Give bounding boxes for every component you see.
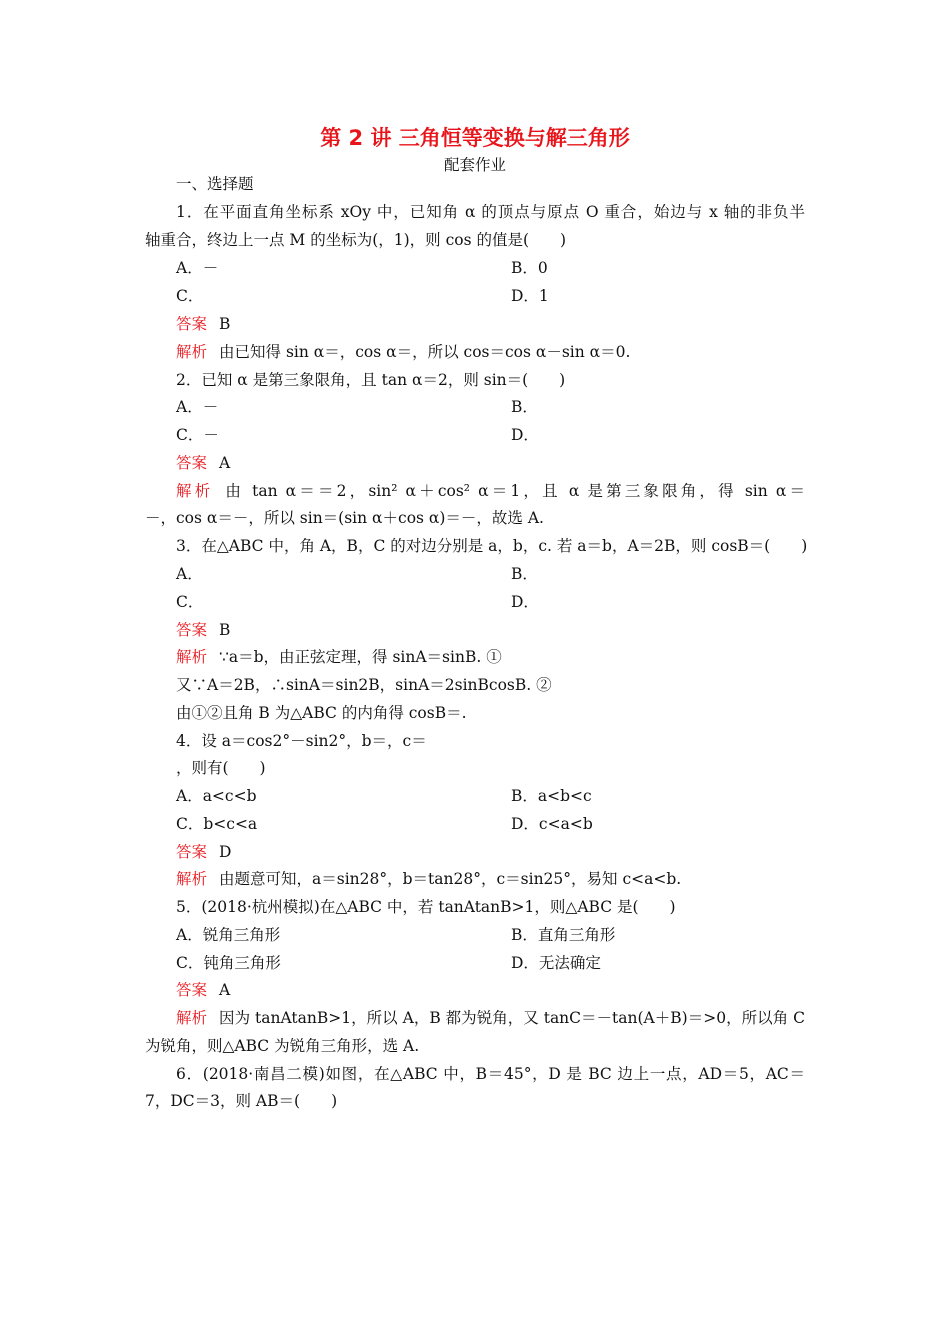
q4-answer: D: [219, 843, 232, 861]
q3-option-a: A．: [176, 565, 203, 583]
page-subtitle: 配套作业: [443, 156, 506, 174]
analysis-label: 解析: [176, 482, 214, 500]
q2-option-c: C．－: [176, 426, 219, 444]
q1-analysis-row: [176, 342, 630, 362]
q5-stem: 5．(2018·杭州模拟)在△ABC 中，若 tanAtanB>1，则△ABC 是( ): [176, 898, 676, 916]
q3-option-b: B．: [511, 565, 538, 583]
q1-option-b: B．0: [511, 259, 548, 277]
q3-option-d: D．: [511, 593, 539, 611]
q5-answer-row: [176, 980, 230, 1000]
q1-option-c: C．: [176, 287, 204, 305]
q4-analysis-row: [176, 869, 681, 889]
q5-analysis-line1: 因为 tanAtanB>1，所以 A，B 都为锐角，又 tanC＝－tan(A＋B)＝>0，所以角 C: [219, 1009, 805, 1027]
q6-stem-line2: 7，DC＝3，则 AB＝( ): [145, 1092, 338, 1110]
q1-option-a: A．－: [176, 259, 219, 277]
q2-answer-row: [176, 453, 230, 473]
q3-option-c: C．: [176, 593, 204, 611]
q4-stem-line2: ，则有( ): [176, 759, 266, 777]
q4-option-a: A．a<c<b: [176, 787, 257, 805]
q4-option-d: D．c<a<b: [511, 815, 593, 833]
q5-analysis-row: [176, 1008, 805, 1028]
answer-label: 答案: [176, 981, 208, 999]
q3-answer: B: [219, 621, 231, 639]
analysis-label: 解析: [176, 343, 208, 361]
q1-answer: B: [219, 315, 231, 333]
analysis-label: 解析: [176, 648, 208, 666]
q2-analysis-line1: 由 tan α＝＝2，sin² α＋cos² α＝1，且 α 是第三象限角，得 sin α＝: [225, 482, 805, 500]
q2-answer: A: [219, 454, 231, 472]
page-title: 第 2 讲 三角恒等变换与解三角形: [320, 126, 630, 150]
q4-stem-line1: 4．设 a＝cos2°－sin2°，b＝，c＝: [176, 732, 427, 750]
q5-option-a: A．锐角三角形: [176, 926, 281, 944]
q5-option-d: D．无法确定: [511, 954, 601, 972]
analysis-label: 解析: [176, 1009, 208, 1027]
q2-analysis-row: [176, 481, 805, 501]
answer-label: 答案: [176, 315, 208, 333]
answer-label: 答案: [176, 621, 208, 639]
answer-label: 答案: [176, 454, 208, 472]
q4-option-c: C．b<c<a: [176, 815, 258, 833]
analysis-label: 解析: [176, 870, 208, 888]
q1-stem-line2: 轴重合，终边上一点 M 的坐标为(，1)，则 cos 的值是( ): [145, 231, 567, 249]
q3-analysis-row: [176, 647, 502, 667]
q2-option-d: D．: [511, 426, 539, 444]
q3-answer-row: [176, 620, 230, 640]
q2-option-b: B．: [511, 398, 538, 416]
q5-answer: A: [219, 981, 231, 999]
q1-answer-row: [176, 314, 230, 334]
q1-stem-line1: 1．在平面直角坐标系 xOy 中，已知角 α 的顶点与原点 O 重合，始边与 x 轴的非负半: [176, 203, 805, 221]
q5-analysis-line2: 为锐角，则△ABC 为锐角三角形，选 A.: [145, 1037, 420, 1055]
section-heading: 一、选择题: [176, 175, 254, 193]
q2-stem: 2．已知 α 是第三象限角，且 tan α＝2，则 sin＝( ): [176, 371, 566, 389]
q3-analysis-line1: ∵a＝b，由正弦定理，得 sinA＝sinB. ①: [219, 648, 502, 666]
q1-option-d: D．1: [511, 287, 549, 305]
q5-option-c: C．钝角三角形: [176, 954, 281, 972]
q4-answer-row: [176, 842, 231, 862]
q5-option-b: B．直角三角形: [511, 926, 616, 944]
q4-option-b: B．a<b<c: [511, 787, 592, 805]
answer-label: 答案: [176, 843, 208, 861]
q4-analysis: 由题意可知，a＝sin28°，b＝tan28°，c＝sin25°，易知 c<a<b.: [219, 870, 682, 888]
q3-analysis-line2: 又∵A＝2B，∴sinA＝sin2B，sinA＝2sinBcosB. ②: [176, 676, 552, 694]
q2-option-a: A．－: [176, 398, 219, 416]
q3-analysis-line3: 由①②且角 B 为△ABC 的内角得 cosB＝.: [176, 704, 467, 722]
q2-analysis-line2: －，cos α＝－，所以 sin＝(sin α＋cos α)＝－，故选 A.: [145, 509, 544, 527]
q6-stem-line1: 6．(2018·南昌二模)如图，在△ABC 中，B＝45°，D 是 BC 边上一点，AD＝5，AC＝: [176, 1065, 805, 1083]
q3-stem: 3．在△ABC 中，角 A，B，C 的对边分别是 a，b，c. 若 a＝b，A＝2B，则 cosB＝( ): [176, 537, 808, 555]
q1-analysis: 由已知得 sin α＝，cos α＝，所以 cos＝cos α－sin α＝0.: [219, 343, 631, 361]
